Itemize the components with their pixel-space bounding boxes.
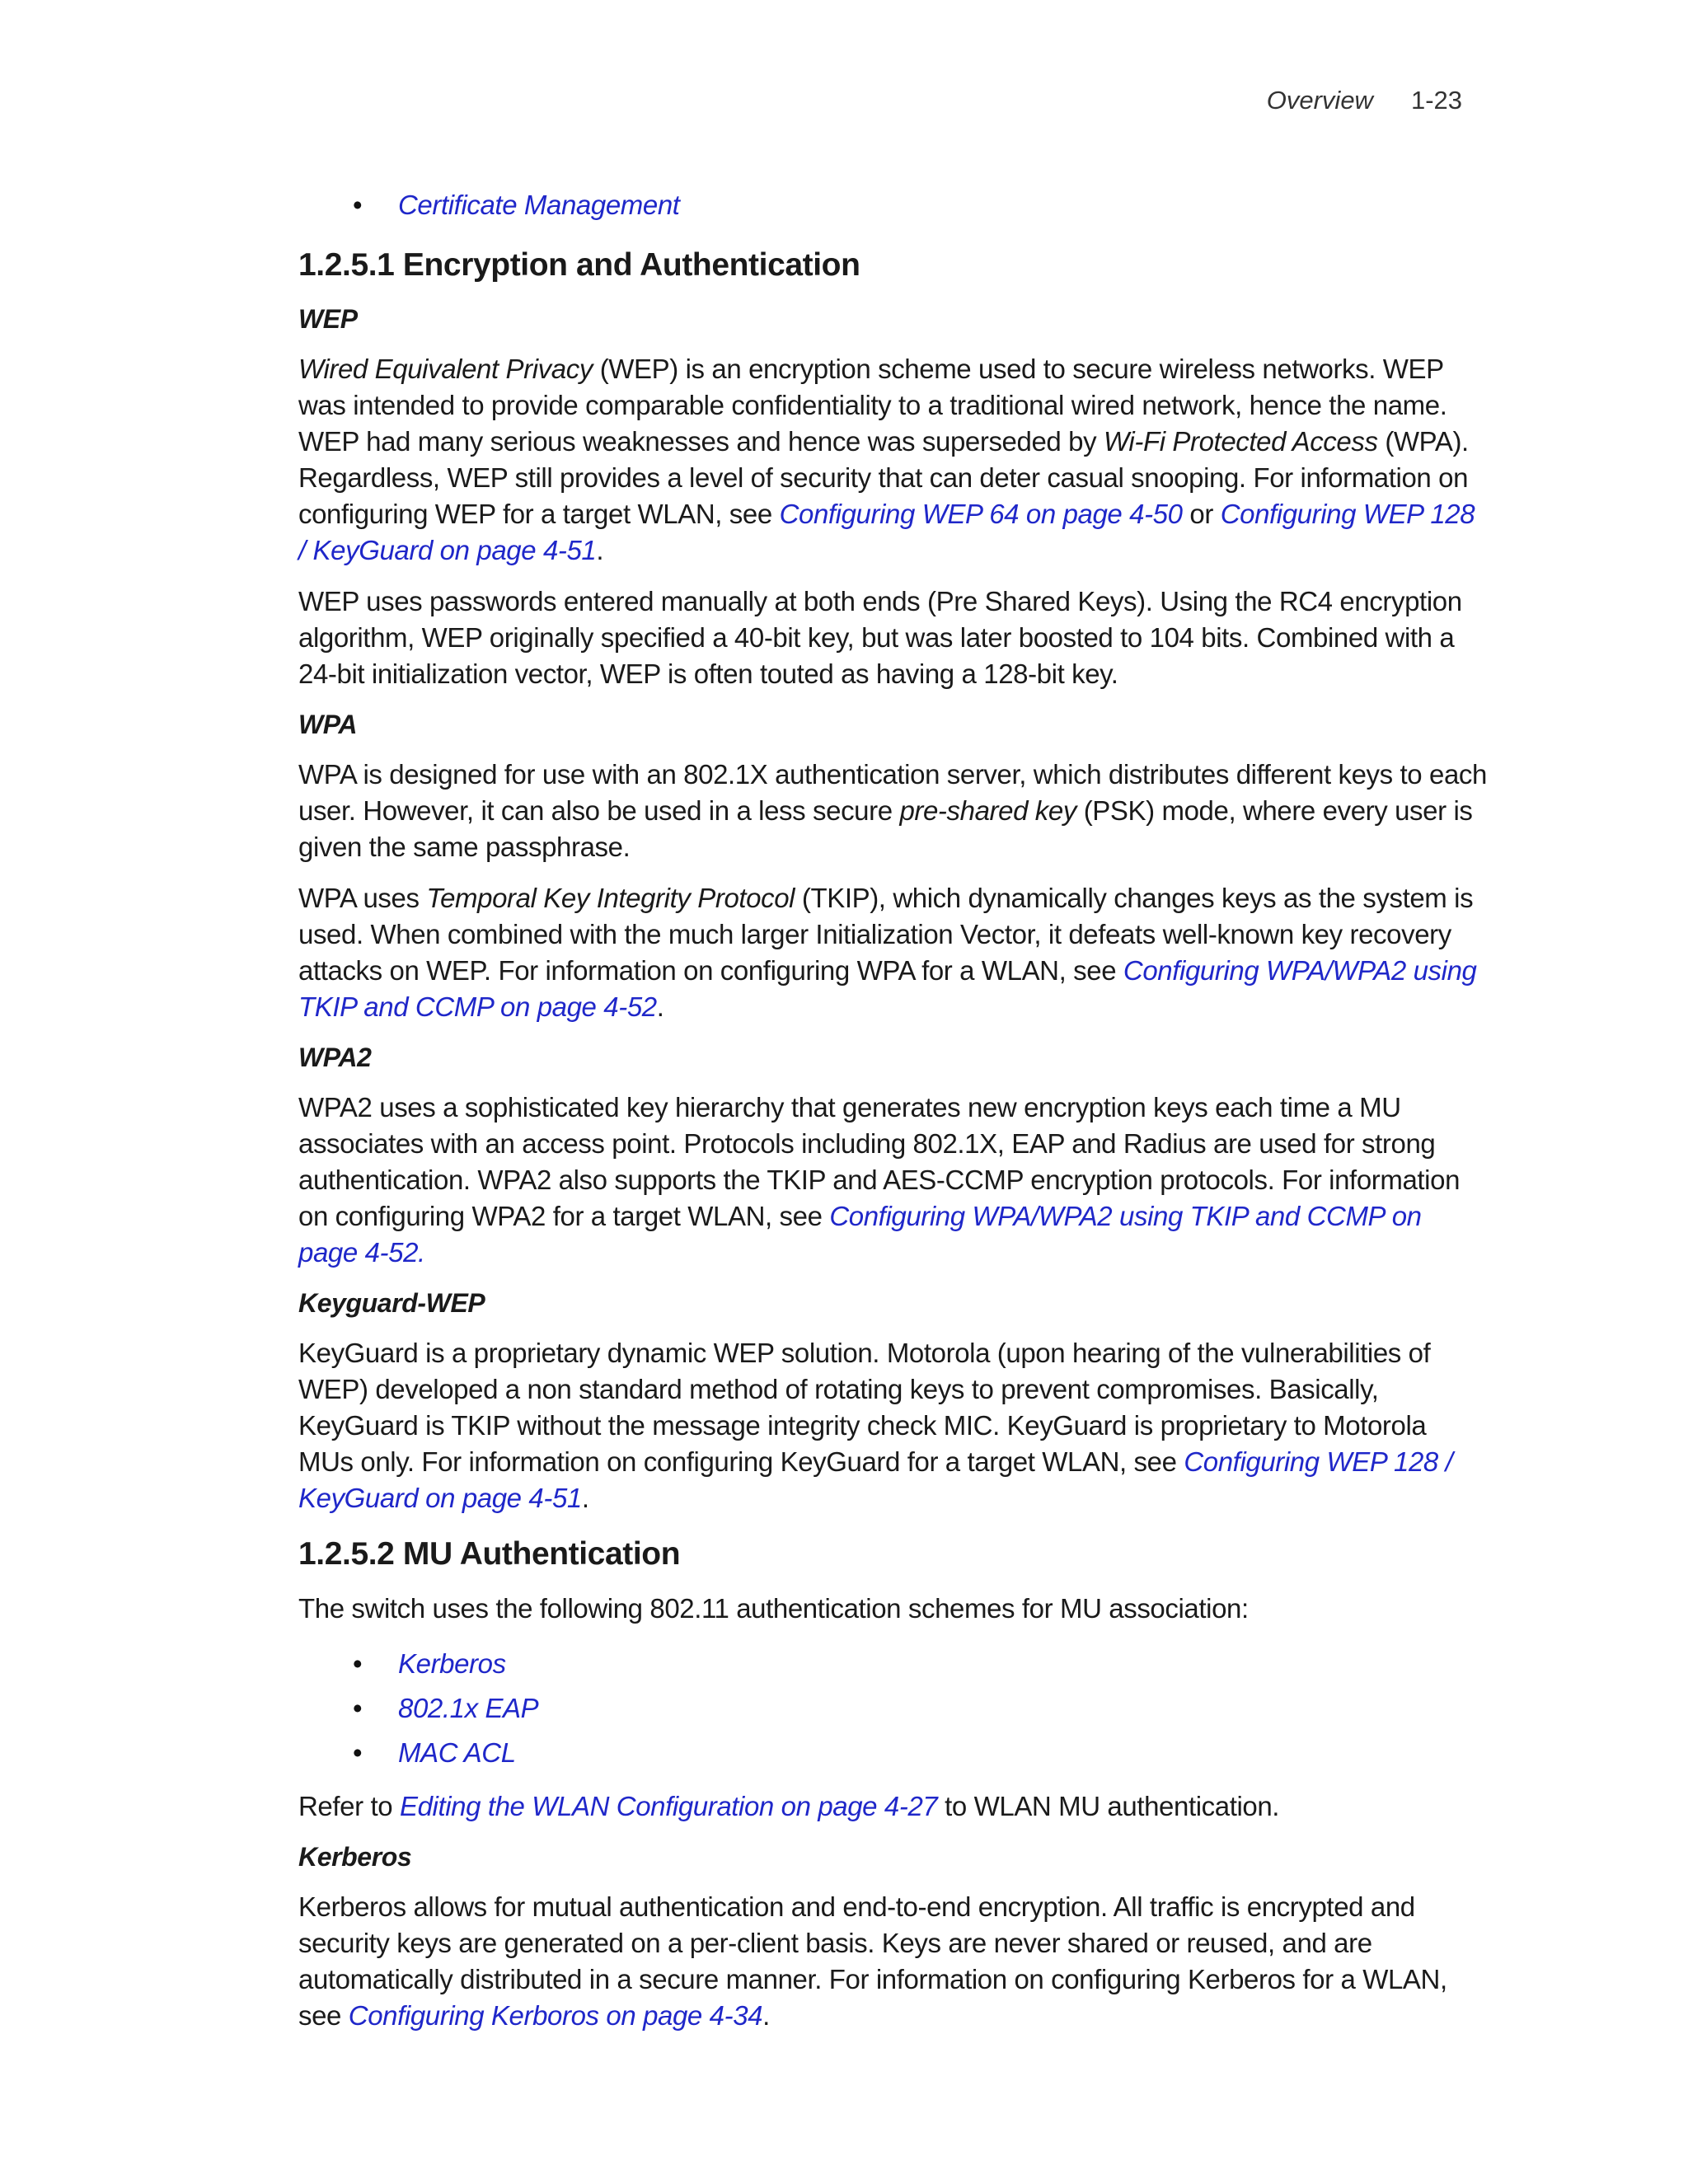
text: WPA is designed for use with an 802.1X authentication server, which distributes different keys to each user. However, it can also be used in a less secure bbox=[298, 759, 1487, 826]
link-configuring-wpa-wpa2[interactable]: Configuring WPA/WPA2 using TKIP and CCMP on page 4-52 bbox=[298, 955, 1477, 1022]
paragraph-wep-1 bbox=[298, 351, 1487, 569]
link-configuring-wep-64[interactable]: Configuring WEP 64 on page 4-50 bbox=[779, 499, 1183, 529]
section-heading-mu-authentication: 1.2.5.2 MU Authentication bbox=[298, 1536, 681, 1572]
text: WPA2 uses a sophisticated key hierarchy that generates new encryption keys each time a MU associates with an access point. Protocols including 802.1X, EAP and Radius are used for strong authentication. WPA2 also supports the TKIP and AES-CCMP encryption protocols. For information on configuring WPA2 for a target WLAN, see bbox=[298, 1092, 1461, 1231]
list-item bbox=[298, 1642, 1487, 1686]
text: KeyGuard is a proprietary dynamic WEP solution. Motorola (upon hearing of the vulnerabilities of WEP) developed a non standard method of rotating keys to prevent compromises. Basically, KeyGuard is TKIP without the message integrity check MIC. KeyGuard is proprietary to Motorola MUs only. For information on configuring KeyGuard for a target WLAN, see bbox=[298, 1338, 1431, 1477]
list-item bbox=[298, 1731, 1487, 1775]
term-wifi-protected-access: Wi-Fi Protected Access bbox=[1103, 426, 1378, 457]
link-mac-acl[interactable]: MAC ACL bbox=[398, 1737, 516, 1768]
text: . bbox=[656, 991, 664, 1022]
list-item bbox=[298, 1686, 1487, 1731]
list-item bbox=[298, 183, 1487, 227]
link-configuring-wep-128[interactable]: Configuring WEP 128 / KeyGuard on page 4-51 bbox=[298, 499, 1475, 565]
text: . bbox=[581, 1483, 589, 1513]
text: (WEP) is an encryption scheme used to secure wireless networks. WEP was intended to provide comparable confidentiality to a traditional wired network, hence the name. WEP had many serious weaknesses and hence was superseded by bbox=[298, 354, 1447, 457]
link-editing-wlan-configuration[interactable]: Editing the WLAN Configuration on page 4-27 bbox=[399, 1791, 938, 1821]
term-wired-equivalent-privacy: Wired Equivalent Privacy bbox=[298, 354, 593, 384]
text: Kerberos allows for mutual authentication and end-to-end encryption. All traffic is encrypted and security keys are generated on a per-client basis. Keys are never shared or reused, and are automatically distributed in a secure manner. For information on configuring Kerberos for a WLAN, see bbox=[298, 1891, 1447, 2031]
paragraph-mu-intro: The switch uses the following 802.11 authentication schemes for MU association: bbox=[298, 1593, 1249, 1624]
paragraph-wpa2-1 bbox=[298, 1090, 1487, 1271]
paragraph-refer bbox=[298, 1788, 1487, 1825]
link-certificate-management[interactable]: Certificate Management bbox=[398, 190, 680, 220]
page-content bbox=[298, 183, 1487, 2049]
paragraph-kerberos-1 bbox=[298, 1889, 1487, 2034]
text: (WPA). Regardless, WEP still provides a level of security that can deter casual snooping. For information on configuring WEP for a target WLAN, see bbox=[298, 426, 1469, 529]
text: or bbox=[1182, 499, 1221, 529]
subheading-wep: WEP bbox=[298, 304, 358, 334]
bullet-icon: • bbox=[353, 190, 363, 220]
subheading-wpa2: WPA2 bbox=[298, 1043, 372, 1072]
paragraph-wpa-1 bbox=[298, 757, 1487, 865]
subheading-kerberos: Kerberos bbox=[298, 1842, 412, 1872]
text: to WLAN MU authentication. bbox=[937, 1791, 1280, 1821]
paragraph-wep-2: WEP uses passwords entered manually at both ends (Pre Shared Keys). Using the RC4 encryption algorithm, WEP originally specified a 40-bit key, but was later boosted to 104 bits. Combined with a 24-bit initialization vector, WEP is often touted as having a 128-bit key. bbox=[298, 586, 1462, 689]
mu-auth-bullet-list bbox=[298, 1642, 1487, 1775]
text: (PSK) mode, where every user is given the same passphrase. bbox=[298, 795, 1473, 862]
term-tkip: Temporal Key Integrity Protocol bbox=[426, 883, 795, 913]
text: . bbox=[762, 2000, 770, 2031]
link-configuring-wpa-wpa2-2[interactable]: Configuring WPA/WPA2 using TKIP and CCMP on page 4-52. bbox=[298, 1201, 1422, 1268]
link-configuring-wep-128-keyguard[interactable]: Configuring WEP 128 / KeyGuard on page 4-51 bbox=[298, 1446, 1453, 1513]
bullet-icon: • bbox=[353, 1648, 363, 1679]
paragraph-wpa-2 bbox=[298, 880, 1487, 1025]
subheading-keyguard-wep: Keyguard-WEP bbox=[298, 1288, 485, 1318]
page-header bbox=[1267, 86, 1462, 115]
link-802-1x-eap[interactable]: 802.1x EAP bbox=[398, 1693, 539, 1723]
text: WPA uses bbox=[298, 883, 427, 913]
bullet-icon: • bbox=[353, 1737, 363, 1768]
top-bullet-list bbox=[298, 183, 1487, 227]
text: Refer to bbox=[298, 1791, 400, 1821]
paragraph-keyguard-1 bbox=[298, 1335, 1487, 1516]
header-section-title: Overview bbox=[1266, 86, 1373, 115]
section-heading-encryption: 1.2.5.1 Encryption and Authentication bbox=[298, 247, 860, 283]
text: (TKIP), which dynamically changes keys as the system is used. When combined with the much larger Initialization Vector, it defeats well-known key recovery attacks on WEP. For information on configuring WPA for a WLAN, see bbox=[298, 883, 1474, 986]
term-pre-shared-key: pre-shared key bbox=[899, 795, 1076, 826]
bullet-icon: • bbox=[353, 1693, 363, 1723]
subheading-wpa: WPA bbox=[298, 710, 358, 739]
header-page-number: 1-23 bbox=[1410, 86, 1462, 115]
link-kerberos[interactable]: Kerberos bbox=[398, 1648, 506, 1679]
text: . bbox=[596, 535, 604, 565]
link-configuring-kerberos[interactable]: Configuring Kerboros on page 4-34 bbox=[348, 2000, 763, 2031]
